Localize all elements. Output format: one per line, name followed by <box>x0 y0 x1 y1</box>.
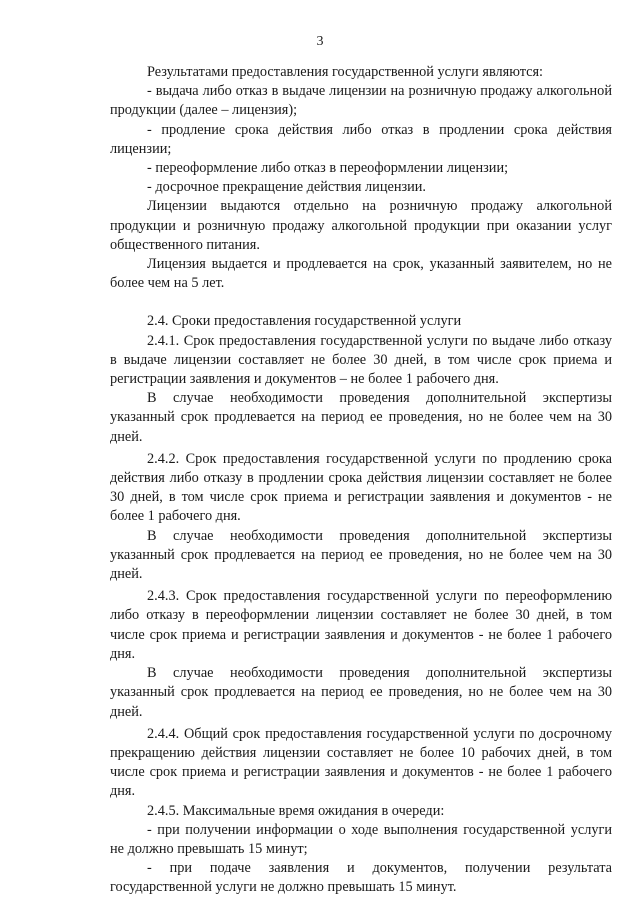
section-heading-2-4: 2.4. Сроки предоставления государственной услуги <box>147 313 462 330</box>
document-body <box>110 63 612 898</box>
paragraph-2-4-3-expertise: В случае необходимости проведения дополнительной экспертизы указанный срок продлевается на период ее проведения, но не более чем на 30 дней. <box>110 665 612 720</box>
paragraph-2-4-5: 2.4.5. Максимальные время ожидания в очереди: <box>147 802 445 819</box>
page-number: 3 <box>316 34 324 49</box>
list-item-queue-submission: - при подаче заявления и документов, получении результата государственной услуги не должно превышать 15 минут. <box>110 860 612 896</box>
paragraph-license-term: Лицензия выдается и продлевается на срок, указанный заявителем, но не более чем на 5 лет. <box>110 256 612 292</box>
paragraph-results-intro: Результатами предоставления государственной услуги являются: <box>147 64 544 80</box>
paragraph-2-4-3: 2.4.3. Срок предоставления государственной услуги по переоформлению либо отказу в переоформлении лицензии составляет не более 30 дней, в том числе срок приема и регистрации заявления и документов - не более 1 рабочего дня. <box>110 588 612 662</box>
paragraph-2-4-1: 2.4.1. Срок предоставления государственной услуги по выдаче либо отказу в выдаче лицензии составляет не более 30 дней, в том числе срок приема и регистрации заявления и документов – не более 1 рабочего дня. <box>110 332 612 388</box>
list-item-license-issue: - выдача либо отказ в выдаче лицензии на розничную продажу алкогольной продукции (далее – лицензия); <box>110 83 612 119</box>
paragraph-2-4-2: 2.4.2. Срок предоставления государственной услуги по продлению срока действия либо отказу в продлении срока действия лицензии составляет не более 30 дней, в том числе срок приема и регистрации заявления и документов - не более 1 рабочего дня. <box>110 450 612 525</box>
paragraph-2-4-4: 2.4.4. Общий срок предоставления государственной услуги по досрочному прекращению действия лицензии составляет не более 10 рабочих дней, в том числе срок приема и регистрации заявления и документов - не более 1 рабочего дня. <box>110 725 612 800</box>
list-item-license-extension: - продление срока действия либо отказ в продлении срока действия лицензии; <box>110 121 612 157</box>
paragraph-2-4-1-expertise: В случае необходимости проведения дополнительной экспертизы указанный срок продлевается на период ее проведения, но не более чем на 30 дней. <box>110 390 612 445</box>
paragraph-2-4-2-expertise: В случае необходимости проведения дополнительной экспертизы указанный срок продлевается на период ее проведения, но не более чем на 30 дней. <box>110 527 612 583</box>
list-item-license-reissue: - переоформление либо отказ в переоформлении лицензии; <box>147 160 509 177</box>
paragraph-licenses-separate: Лицензии выдаются отдельно на розничную продажу алкогольной продукции и розничную продажу алкогольной продукции при оказании услуг общественного питания. <box>110 198 612 253</box>
list-item-license-termination: - досрочное прекращение действия лицензии. <box>147 179 427 196</box>
list-item-queue-info: - при получении информации о ходе выполнения государственной услуги не должно превышать 15 минут; <box>110 821 612 857</box>
